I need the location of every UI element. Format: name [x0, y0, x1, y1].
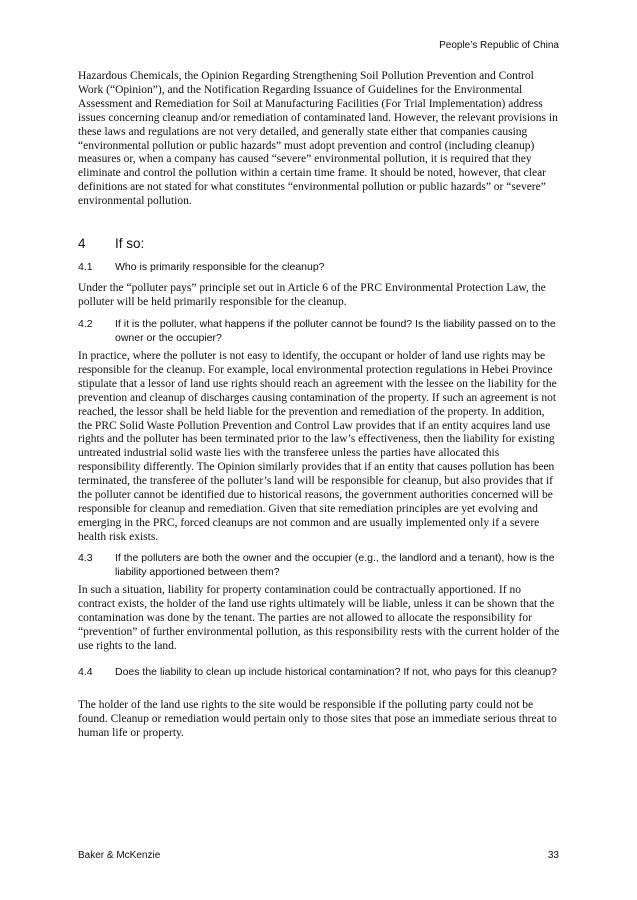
- question-number: 4.1: [78, 261, 93, 273]
- question-4-1: [78, 261, 560, 275]
- answer-4-1-block: [78, 282, 560, 310]
- question-text: Who is primarily responsible for the cleanup?: [115, 261, 325, 273]
- answer-4-4: The holder of the land use rights to the site would be responsible if the polluting party could not be found. Cleanup or remediation would pertain only to those sites that pose an immediate serious threat to human life or property.: [78, 699, 557, 739]
- answer-4-3: In such a situation, liability for property contamination could be contractually apportioned. If no contract exists, the holder of the land use rights ultimately will be liable, unless it can be shown that the contamination was done by the tenant. The parties are not allowed to allocate the responsibility for “prevention” of further environmental pollution, as this responsibility rests with the current holder of the use rights to the land.: [78, 584, 560, 652]
- question-number: 4.3: [78, 552, 93, 564]
- question-number: 4.2: [78, 318, 93, 330]
- intro-paragraph: Hazardous Chemicals, the Opinion Regarding Strengthening Soil Pollution Prevention and Control Work (“Opinion”), and the Notification Regarding Issuance of Guidelines for the Environmental Assessment and Remediation for Soil at Manufacturing Facilities (For Trial Implementation) address issues concerning cleanup and/or remediation of contaminated land. However, the relevant provisions in these laws and regulations are not very detailed, and generally state either that companies causing “environmental pollution or public hazards” must adopt prevention and control (including cleanup) measures or, when a company has caused “severe” environmental pollution, it is required that they eliminate and control the pollution within a certain time frame. It should be noted, however, that clear definitions are not stated for what constitutes “environmental pollution or public hazards” or “severe” environmental pollution.: [78, 70, 558, 208]
- question-text: Does the liability to clean up include historical contamination? If not, who pays for this cleanup?: [115, 666, 557, 678]
- running-header: People’s Republic of China: [439, 40, 559, 51]
- question-4-3: [78, 552, 560, 579]
- section-heading: [78, 236, 560, 251]
- question-4-2: [78, 318, 560, 345]
- answer-4-2: In practice, where the polluter is not easy to identify, the occupant or holder of land use rights may be responsible for the cleanup. For example, local environmental protection regulations in Hebei Province stipulate that a lessor of land use rights should reach an agreement with the lessee on the liability for the prevention and cleanup of discharges causing contamination of the property. If such an agreement is not reached, the lessor shall be held liable for the prevention and remediation of the property. In addition, the PRC Solid Waste Pollution Prevention and Control Law provides that if an entity acquires land use rights and the polluter has been terminated prior to the law’s effectiveness, then the liability for existing untreated industrial solid waste lies with the transferee unless the parties have allocated this responsibility differently. The Opinion similarly provides that if an entity that causes pollution has been terminated, the transferee of the polluter’s land will be responsible for cleanup, but also provides that if the polluter cannot be identified due to historical reasons, the government authorities concerned will be responsible for cleanup and remediation. Given that site remediation principles are yet evolving and emerging in the PRC, forced cleanups are not common and are usually implemented only if a severe health risk exists.: [78, 350, 557, 543]
- intro-paragraph-block: [78, 70, 560, 209]
- question-text: If it is the polluter, what happens if the polluter cannot be found? Is the liability passed on to the owner or the occupier?: [115, 318, 556, 344]
- section-title: If so:: [115, 236, 145, 251]
- section-number: 4: [78, 236, 86, 251]
- question-4-4: [78, 666, 560, 680]
- question-number: 4.4: [78, 666, 93, 678]
- answer-4-2-block: [78, 350, 560, 545]
- answer-4-4-block: [78, 699, 560, 741]
- footer-firm-name: Baker & McKenzie: [78, 850, 161, 861]
- page-number: 33: [547, 850, 559, 861]
- answer-4-1: Under the “polluter pays” principle set out in Article 6 of the PRC Environmental Protection Law, the polluter will be held primarily responsible for the cleanup.: [78, 282, 546, 308]
- answer-4-3-block: [78, 584, 560, 654]
- question-text: If the polluters are both the owner and the occupier (e.g., the landlord and a tenant), how is the liability apportioned between them?: [115, 552, 555, 578]
